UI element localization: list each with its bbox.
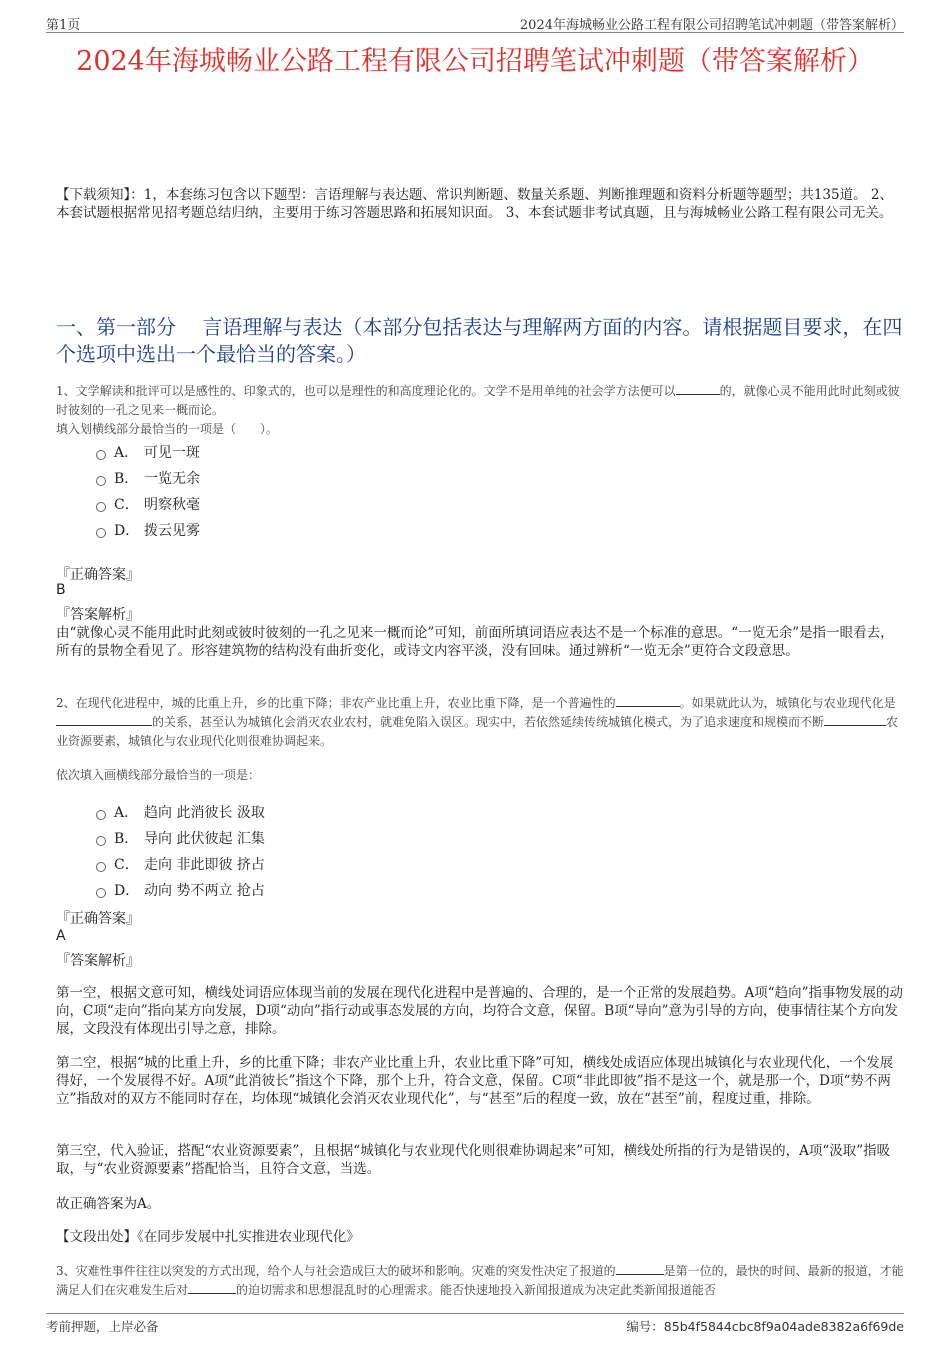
page-header [46,12,904,33]
radio-icon[interactable] [96,888,106,898]
option-a[interactable]: A． 可见一斑 [96,440,200,466]
analysis-label: 『答案解析』 [56,607,140,623]
option-c[interactable]: C． 走向 非此即彼 挤占 [96,852,265,878]
radio-icon[interactable] [96,810,106,820]
blank [824,713,886,726]
footer-slogan: 考前押题，上岸必备 [46,1319,159,1334]
question-2: 2、在现代化进程中，城的比重上升，乡的比重下降；非农产业比重上升，农业比重下降，是一个普遍性的 。如果就此认为，城镇化与农业现代化是的关系，甚至认为城镇化会消灭农业农村，就难免陷入误区。现实中，若依然延续传统城镇化模式，为了追求速度和规模而不断 农业资源要素，城镇化与农业现代化则很难协调起来。 [56,696,899,748]
blank [676,382,720,395]
page-footer [46,1313,904,1332]
answer-label: 『正确答案』 [56,567,140,583]
question-1-options [96,440,200,544]
answer-value: B [56,582,66,598]
answer-value: A [56,928,66,944]
header-doc-title: 2024年海城畅业公路工程有限公司招聘笔试冲刺题（带答案解析） [519,18,904,33]
blank [188,1281,236,1294]
download-notice: 【下载须知】：1，本套练习包含以下题型：言语理解与表达题、常识判断题、数量关系题、判断推理题和资料分析题等题型；共135道。 2、本套试题根据常见招考题总结归纳，主要用于练习答题思路和拓展知识面。 3、本套试题非考试真题，且与海城畅业公路工程有限公司无关。 [56,187,893,221]
option-a[interactable]: A． 趋向 此消彼长 汲取 [96,800,265,826]
option-d[interactable]: D． 动向 势不两立 抢占 [96,878,265,904]
question-2-options [96,800,265,904]
blank [56,713,152,726]
question-3: 3、灾难性事件往往以突发的方式出现，给个人与社会造成巨大的破坏和影响。灾难的突发性决定了报道的 是第一位的，最快的时间、最新的报道，才能满足人们在灾难发生后对 的迫切需求和思想混乱时的心理需求。能否快速地投入新闻报道成为决定此类新闻报道能否 [56,1264,904,1297]
question-2-prompt: 依次填入画横线部分最恰当的一项是： [56,768,261,782]
question-1-prompt: 填入划横线部分最恰当的一项是（ ）。 [56,422,279,436]
section-heading: 一、第一部分 言语理解与表达（本部分包括表达与理解两方面的内容。请根据题目要求，在四个选项中选出一个最恰当的答案。） [56,315,903,366]
radio-icon[interactable] [96,528,106,538]
option-c[interactable]: C． 明察秋毫 [96,492,200,518]
question-1-text-a: 1、文学解读和批评可以是感性的、印象式的，也可以是理性的和高度理论化的。文学不是用单纯的社会学方法便可以 [56,384,676,398]
answer-label: 『正确答案』 [56,911,140,927]
analysis-text: 由“就像心灵不能用此时此刻或彼时彼刻的一孔之见来一概而论”可知，前面所填词语应表达不是一个标准的意思。“一览无余”是指一眼看去，所有的景物全看见了。形容建筑物的结构没有曲折变化，或诗文内容平淡，没有回味。通过辨析“一览无余”更符合文段意思。 [56,625,894,659]
radio-icon[interactable] [96,862,106,872]
analysis-label: 『答案解析』 [56,953,140,969]
analysis-paragraph-1: 第一空，根据文意可知，横线处词语应体现当前的发展在现代化进程中是普遍的、合理的，是一个正常的发展趋势。A项“趋向”指事物发展的动向，C项“走向”指向某方向发展，D项“动向”指行动或事态发展的方向，均符合文意，保留。B项“导向”意为引导的方向，使事情往某个方向发展，文段没有体现出引导之意，排除。 [56,985,904,1037]
passage-source: 【文段出处】《在同步发展中扎实推进农业现代化》 [56,1229,360,1245]
question-1 [56,382,904,439]
radio-icon[interactable] [96,450,106,460]
option-b[interactable]: B． 一览无余 [96,466,200,492]
option-b[interactable]: B． 导向 此伏彼起 汇集 [96,826,265,852]
blank [616,1262,664,1275]
page-number: 第1页 [46,18,81,33]
blank [616,694,680,707]
document-code: 编号：85b4f5844cbc8f9a04ade8382a6f69de [626,1319,904,1334]
radio-icon[interactable] [96,836,106,846]
radio-icon[interactable] [96,502,106,512]
analysis-paragraph-3: 第三空，代入验证，搭配“农业资源要素”，且根据“城镇化与农业现代化则很难协调起来”可知，横线处所指的行为是错误的，A项“汲取”指吸取，与“农业资源要素”搭配恰当，且符合文意，当选。 [56,1143,891,1177]
radio-icon[interactable] [96,476,106,486]
question-1-text-b: 的，就像心灵不能用此时此刻或彼时彼刻的一孔之见来一概而论。 [56,384,900,417]
analysis-paragraph-2: 第二空，根据“城的比重上升，乡的比重下降；非农产业比重上升，农业比重下降”可知，横线处成语应体现出城镇化与农业现代化，一个发展得好，一个发展得不好。A项“此消彼长”指这个下降，那个上升，符合文意，保留。C项“非此即彼”指不是这一个，就是那一个，D项“势不两立”指敌对的双方不能同时存在，均体现“城镇化会消灭农业现代化”，与“甚至”后的程度一致，放在“甚至”前，程度过重，排除。 [56,1055,894,1107]
page-title: 2024年海城畅业公路工程有限公司招聘笔试冲刺题（带答案解析） [76,46,874,77]
conclusion: 故正确答案为A。 [56,1196,161,1212]
option-d[interactable]: D． 拨云见雾 [96,518,200,544]
